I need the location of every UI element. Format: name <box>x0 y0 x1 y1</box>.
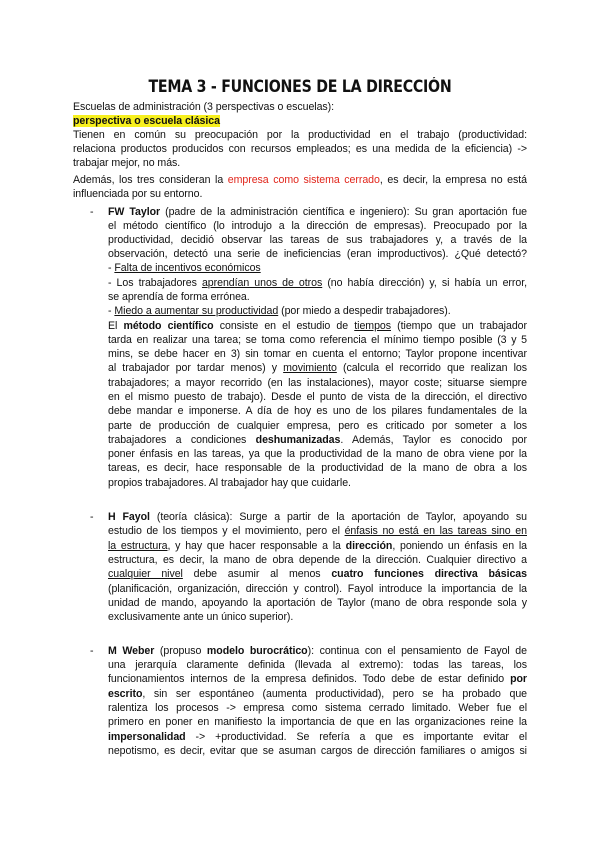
intro-line: Escuelas de administración (3 perspectivas o escuelas): <box>73 101 335 113</box>
taylor-line: al trabajador por tardar menos) y movimiento (calcula el recorrido que realizan los <box>108 362 528 374</box>
taylor-line: El método científico consiste en el estudio de tiempos (tiempo que un trabajador <box>108 320 527 332</box>
section-heading <box>73 115 527 128</box>
taylor-line: poner énfasis en las tareas, ya que la productividad de la mano de obra viene por la <box>108 448 527 460</box>
taylor-line: mins, se debe hacer en 3) sin tomar en cuenta el entorno; Taylor propone incentivar <box>108 348 527 360</box>
weber-line: una jerarquía claramente definida (llevada al extremo): todas las tareas, los <box>108 659 527 671</box>
weber-line: nepotismo, es decir, evitar que se asuman cargos de dirección familiares o amigos si <box>108 745 527 757</box>
weber-line: M Weber (propuso modelo burocrático): continua con el pensamiento de Fayol de <box>108 645 527 657</box>
taylor-line: se aprendía de forma errónea. <box>108 291 250 303</box>
fayol-line: exclusivamente ante un único superior). <box>108 611 294 623</box>
weber-line: ralentiza los procesos -> empresa como sistema cerrado limitado. Weber fue el <box>108 702 527 714</box>
taylor-line: en el mismo puesto de trabajo). Desde el punto de vista de la dirección, el directivo <box>108 391 527 403</box>
intro-line: influenciada por su entorno. <box>73 188 203 200</box>
taylor-line: trabajadores a condiciones deshumanizadas. Además, Taylor es conocido por <box>108 434 527 446</box>
fayol-line: unidad de mando, apoyando la aportación de Taylor (mano de obra responde sola y <box>108 597 527 609</box>
weber-line: escrito, sin ser espontáneo (aumenta productividad), pero se ha probado que <box>108 688 527 700</box>
intro-line: Además, los tres consideran la empresa como sistema cerrado, es decir, la empresa no está <box>73 174 527 186</box>
fayol-line: estudio de los tiempos y el movimiento, pero el énfasis no está en las tareas sino en <box>108 525 527 537</box>
fayol-line: (planificación, organización, dirección y control). Fayol introduce la importancia de la <box>108 583 527 595</box>
fayol-line: la estructura, y hay que hacer responsable a la dirección, poniendo un énfasis en la <box>108 540 527 552</box>
fayol-line: cualquier nivel debe asumir al menos cuatro funciones directiva básicas <box>108 568 527 580</box>
taylor-line: el método científico (lo introdujo a la dirección de empresas). Preocupado por la <box>108 220 527 232</box>
taylor-line: observación, detectó una serie de ineficiencias (eran improductivos). ¿Qué detectó? <box>108 248 527 260</box>
bullet-dash: - <box>90 645 94 657</box>
taylor-list-item: - Falta de incentivos económicos <box>108 262 261 274</box>
intro-line: Tienen en común su preocupación por la productividad en el trabajo (productividad: <box>73 129 527 141</box>
taylor-line: propios trabajadores. Al trabajador hay que cuidarle. <box>108 477 351 489</box>
page-title: TEMA 3 - FUNCIONES DE LA DIRECCIÓN <box>148 77 452 96</box>
intro-line: relaciona productos producidos con recursos empleados; es una medida de la eficiencia) -> <box>73 143 527 155</box>
taylor-line: debe mandar e imponerse. A día de hoy es uno de los pilares fundamentales de la <box>108 405 527 417</box>
intro-line: trabajar mejor, no más. <box>73 157 181 169</box>
taylor-line: tareas, es decir, hace responsable de la productividad de la mano de obra a los <box>108 462 527 474</box>
fayol-line: H Fayol (teoría clásica): Surge a partir de la aportación de Taylor, apoyando su <box>108 511 527 523</box>
highlighted-heading: perspectiva o escuela clásica <box>73 115 220 127</box>
bullet-dash: - <box>90 206 94 218</box>
closed-system-highlight: empresa como sistema cerrado <box>227 174 380 186</box>
taylor-line: FW Taylor (padre de la administración científica e ingeniero): Su gran aportación fue <box>108 206 527 218</box>
weber-line: funcionamientos internos de la empresa definidos. Todo debe de estar definido por <box>108 673 527 685</box>
taylor-line: trabajadores; a mayor recorrido (en las instalaciones), mayor coste; situarse siempre <box>108 377 527 389</box>
bullet-dash: - <box>90 511 94 523</box>
taylor-line: parte de producción de cualquier empresa, pero es criticado por someter a los <box>108 420 527 432</box>
weber-line: impersonalidad -> +productividad. Se refería a que es importante evitar el <box>108 731 527 743</box>
taylor-list-item: - Los trabajadores aprendían unos de otros (no había dirección) y, si había un error, <box>108 277 528 289</box>
fayol-line: estructura, es decir, la mano de obra depende de la dirección. Cualquier directivo a <box>108 554 527 566</box>
taylor-line: productividad, decidió observar las tareas de sus trabajadores y, a través de la <box>108 234 527 246</box>
weber-line: primero en poner en manifiesto la importancia de que en las organizaciones reine la <box>108 716 527 728</box>
taylor-line: tarda en realizar una tarea; se toma como referencia el mínimo tiempo posible (3 y 5 <box>108 334 527 346</box>
taylor-list-item: - Miedo a aumentar su productividad (por miedo a despedir trabajadores). <box>108 305 451 317</box>
